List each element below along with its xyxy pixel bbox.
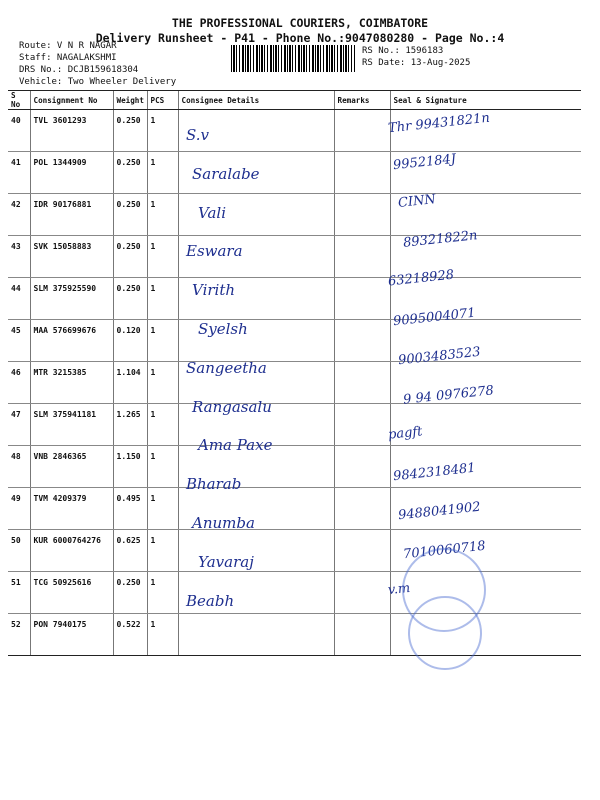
cell-pcs: 1 xyxy=(147,362,178,404)
rs-date: RS Date: 13-Aug-2025 xyxy=(362,58,471,68)
consignee-signature: Virith xyxy=(192,281,236,300)
drs-label: DRS No.: DCJB159618304 xyxy=(19,65,139,75)
cell-sno: 51 xyxy=(8,572,30,614)
col-weight: Weight xyxy=(113,91,147,110)
remarks-cell xyxy=(334,404,390,446)
receiver-signature: 9 94 0976278 xyxy=(402,382,495,408)
cell-sno: 48 xyxy=(8,446,30,488)
staff-label: Staff: NAGALAKSHMI xyxy=(19,53,117,63)
cell-sno: 50 xyxy=(8,530,30,572)
table-row xyxy=(8,572,581,614)
cell-weight: 0.250 xyxy=(113,152,147,194)
consignee-signature: Ama Paxe xyxy=(198,436,273,455)
col-consignee: Consignee Details xyxy=(178,91,334,110)
cell-sno: 41 xyxy=(8,152,30,194)
consignee-signature: Vali xyxy=(198,203,226,222)
cell-consignment: IDR 90176881 xyxy=(30,194,113,236)
table-row xyxy=(8,446,581,488)
consignee-signature: Beabh xyxy=(186,591,235,610)
company-title: THE PROFESSIONAL COURIERS, COIMBATORE xyxy=(171,16,429,30)
cell-pcs: 1 xyxy=(147,404,178,446)
cell-pcs: 1 xyxy=(147,572,178,614)
cell-weight: 1.104 xyxy=(113,362,147,404)
cell-pcs: 1 xyxy=(147,488,178,530)
cell-consignment: SLM 375925590 xyxy=(30,278,113,320)
cell-weight: 0.250 xyxy=(113,278,147,320)
consignee-signature: Yavaraj xyxy=(198,552,254,571)
remarks-cell xyxy=(334,614,390,656)
cell-consignment: PON 7940175 xyxy=(30,614,113,656)
stamp-seal-2 xyxy=(408,596,482,670)
cell-sno: 46 xyxy=(8,362,30,404)
cell-sno: 42 xyxy=(8,194,30,236)
cell-weight: 0.495 xyxy=(113,488,147,530)
receiver-signature: v.m xyxy=(387,580,411,598)
cell-sno: 47 xyxy=(8,404,30,446)
table-row xyxy=(8,404,581,446)
receiver-signature: 9842318481 xyxy=(392,460,477,485)
cell-weight: 0.250 xyxy=(113,236,147,278)
col-sno: S No xyxy=(8,91,30,110)
cell-consignment: TVL 3601293 xyxy=(30,110,113,152)
receiver-signature: CINN xyxy=(397,191,437,211)
receiver-signature: pagft xyxy=(387,424,424,444)
consignee-signature: Eswara xyxy=(186,242,243,261)
cell-pcs: 1 xyxy=(147,110,178,152)
cell-sno: 52 xyxy=(8,614,30,656)
receiver-signature: 9488041902 xyxy=(397,499,482,524)
receiver-signature: Thr 99431821n xyxy=(387,110,491,137)
cell-sno: 43 xyxy=(8,236,30,278)
table-row xyxy=(8,152,581,194)
cell-consignment: MAA 576699676 xyxy=(30,320,113,362)
cell-consignment: MTR 3215385 xyxy=(30,362,113,404)
remarks-cell xyxy=(334,194,390,236)
cell-pcs: 1 xyxy=(147,194,178,236)
table-header-row xyxy=(8,91,581,110)
table-row xyxy=(8,362,581,404)
cell-sno: 40 xyxy=(8,110,30,152)
cell-pcs: 1 xyxy=(147,614,178,656)
table-row xyxy=(8,236,581,278)
route-label: Route: V N R NAGAR xyxy=(19,41,117,51)
cell-pcs: 1 xyxy=(147,446,178,488)
cell-consignment: TCG 50925616 xyxy=(30,572,113,614)
table-row xyxy=(8,194,581,236)
cell-sno: 49 xyxy=(8,488,30,530)
remarks-cell xyxy=(334,110,390,152)
cell-consignment: TVM 4209379 xyxy=(30,488,113,530)
remarks-cell xyxy=(334,572,390,614)
table-row xyxy=(8,530,581,572)
cell-weight: 0.625 xyxy=(113,530,147,572)
col-remarks: Remarks xyxy=(334,91,390,110)
cell-consignment: POL 1344909 xyxy=(30,152,113,194)
runsheet-table xyxy=(8,90,581,656)
cell-pcs: 1 xyxy=(147,320,178,362)
receiver-signature: 9095004071 xyxy=(392,305,477,330)
consignee-signature: Sangeetha xyxy=(186,358,267,377)
consignee-signature: Anumba xyxy=(192,514,255,532)
remarks-cell xyxy=(334,152,390,194)
remarks-cell xyxy=(334,320,390,362)
cell-pcs: 1 xyxy=(147,236,178,278)
receiver-signature: 89321822n xyxy=(402,228,479,252)
cell-weight: 0.250 xyxy=(113,194,147,236)
cell-pcs: 1 xyxy=(147,278,178,320)
cell-pcs: 1 xyxy=(147,530,178,572)
receiver-signature: 63218928 xyxy=(387,267,455,290)
table-row xyxy=(8,278,581,320)
consignee-cell xyxy=(178,614,334,656)
consignee-signature: S.v xyxy=(186,126,209,144)
remarks-cell xyxy=(334,278,390,320)
table-row xyxy=(8,488,581,530)
vehicle-label: Vehicle: Two Wheeler Delivery xyxy=(19,77,177,87)
remarks-cell xyxy=(334,362,390,404)
consignee-signature: Syelsh xyxy=(198,320,248,338)
table-row xyxy=(8,614,581,656)
cell-weight: 0.120 xyxy=(113,320,147,362)
cell-weight: 0.250 xyxy=(113,110,147,152)
runsheet-title: Delivery Runsheet - P41 - Phone No.:9047080280 - Page No.:4 xyxy=(95,31,505,45)
rs-number: RS No.: 1596183 xyxy=(362,46,444,56)
consignee-signature: Bharab xyxy=(186,475,242,494)
remarks-cell xyxy=(334,530,390,572)
cell-sno: 45 xyxy=(8,320,30,362)
cell-consignment: SVK 15058883 xyxy=(30,236,113,278)
receiver-signature: 9952184J xyxy=(392,151,457,174)
barcode-image xyxy=(231,45,355,72)
cell-weight: 0.250 xyxy=(113,572,147,614)
remarks-cell xyxy=(334,236,390,278)
cell-pcs: 1 xyxy=(147,152,178,194)
cell-consignment: VNB 2846365 xyxy=(30,446,113,488)
consignee-signature: Rangasalu xyxy=(192,397,272,416)
cell-sno: 44 xyxy=(8,278,30,320)
col-seal: Seal & Signature xyxy=(390,91,581,110)
cell-weight: 0.522 xyxy=(113,614,147,656)
cell-weight: 1.265 xyxy=(113,404,147,446)
table-row xyxy=(8,320,581,362)
col-consignment: Consignment No xyxy=(30,91,113,110)
cell-consignment: SLM 375941181 xyxy=(30,404,113,446)
remarks-cell xyxy=(334,446,390,488)
consignee-signature: Saralabe xyxy=(192,164,260,183)
cell-consignment: KUR 6000764276 xyxy=(30,530,113,572)
remarks-cell xyxy=(334,488,390,530)
cell-weight: 1.150 xyxy=(113,446,147,488)
receiver-signature: 7010060718 xyxy=(402,538,487,563)
table-row xyxy=(8,110,581,152)
col-pcs: PCS xyxy=(147,91,178,110)
receiver-signature: 9003483523 xyxy=(397,344,482,369)
